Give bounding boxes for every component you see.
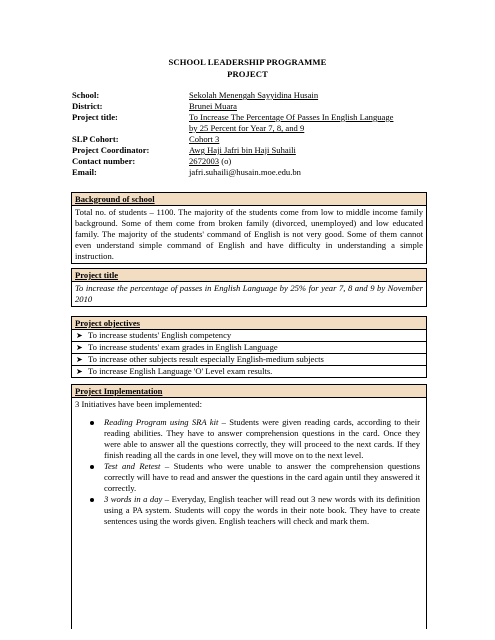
cohort-value: Cohort 3 [189, 134, 220, 144]
contact-number: 2672003 [189, 156, 220, 166]
initiative-text: – Students were given reading cards, according to their reading abilities. They have to answer comprehension questions in the card. Once they were able to answer all the questions correctly, they will proceed to the next cards. If they finish reading all the cards in one level, they will move on to the next level. [104, 417, 420, 460]
project-title-text: To increase the percentage of passes in English Language by 25% for year 7, 8 and 9 by November 2010 [75, 283, 423, 304]
objective-item: ➤ To increase students' English competency [72, 330, 426, 342]
district-value: Brunei Muara [189, 101, 237, 111]
initiative-item [90, 461, 420, 494]
objective-item: ➤ To increase English Language 'O' Level exam results. [76, 366, 273, 376]
initiative-title: Test and Retest [104, 461, 161, 471]
document-subtitle: PROJECT [227, 69, 268, 79]
initiative-item [90, 494, 420, 527]
email-label: Email: [72, 167, 97, 177]
email-value: jafri.suhaili@husain.moe.edu.bn [189, 167, 301, 177]
initiative-text: – Everyday, English teacher will read out 3 new words with its definition using a PA system. Students will copy the words in their note book. They have to create sentences using the words given. English teachers will check and mark them. [104, 494, 420, 526]
arrow-bullet-icon: ➤ [76, 355, 83, 364]
implementation-section [71, 384, 427, 629]
background-text: Total no. of students – 1100. The majority of the students come from low to middle income family background. Some of them come from broken family (divorced, unemployed) and low educated family. The majority of the students' command of English is not very good. Some of them cannot even understand simple command of English and have difficulty in understanding a simple instruction. [75, 207, 423, 261]
arrow-bullet-icon: ➤ [76, 331, 83, 340]
bullet-dot-icon [90, 465, 94, 469]
objectives-header: Project objectives [72, 317, 426, 330]
contact-suffix: (o) [219, 156, 232, 166]
project-title-label: Project title: [72, 112, 118, 122]
implementation-header: Project Implementation [72, 385, 426, 398]
project-title-section [71, 268, 427, 307]
coordinator-label: Project Coordinator: [72, 145, 150, 155]
project-title-header: Project title [72, 269, 426, 282]
objectives-section [71, 316, 427, 378]
contact-value [189, 156, 231, 166]
school-label: School: [72, 90, 100, 100]
initiative-title: Reading Program using SRA kit [104, 417, 219, 427]
background-section [71, 192, 427, 264]
objective-item: ➤ To increase students' exam grades in English Language [72, 342, 426, 354]
initiative-item [90, 417, 420, 461]
objective-item: ➤ To increase other subjects result especially English-medium subjects [72, 354, 426, 366]
project-title-value-line2: by 25 Percent for Year 7, 8, and 9 [189, 123, 305, 133]
bullet-dot-icon [90, 421, 94, 425]
cohort-label: SLP Cohort: [72, 134, 119, 144]
background-header: Background of school [72, 193, 426, 206]
school-value: Sekolah Menengah Sayyidina Husain [189, 90, 319, 100]
project-title-value-line1: To Increase The Percentage Of Passes In English Language [189, 112, 394, 122]
initiative-title: 3 words in a day [104, 494, 163, 504]
implementation-intro: 3 Initiatives have been implemented: [75, 399, 202, 409]
bullet-dot-icon [90, 498, 94, 502]
district-label: District: [72, 101, 103, 111]
document-title: SCHOOL LEADERSHIP PROGRAMME [168, 57, 327, 67]
arrow-bullet-icon: ➤ [76, 343, 83, 352]
objectives-list [72, 330, 426, 377]
initiative-text: – Students who were unable to answer the comprehension questions correctly will have to read and answer the questions in the card again until they answered it correctly. [104, 461, 420, 493]
implementation-list [72, 411, 426, 527]
arrow-bullet-icon: ➤ [76, 367, 83, 376]
coordinator-value: Awg Haji Jafri bin Haji Suhaili [189, 145, 296, 155]
contact-label: Contact number: [72, 156, 136, 166]
